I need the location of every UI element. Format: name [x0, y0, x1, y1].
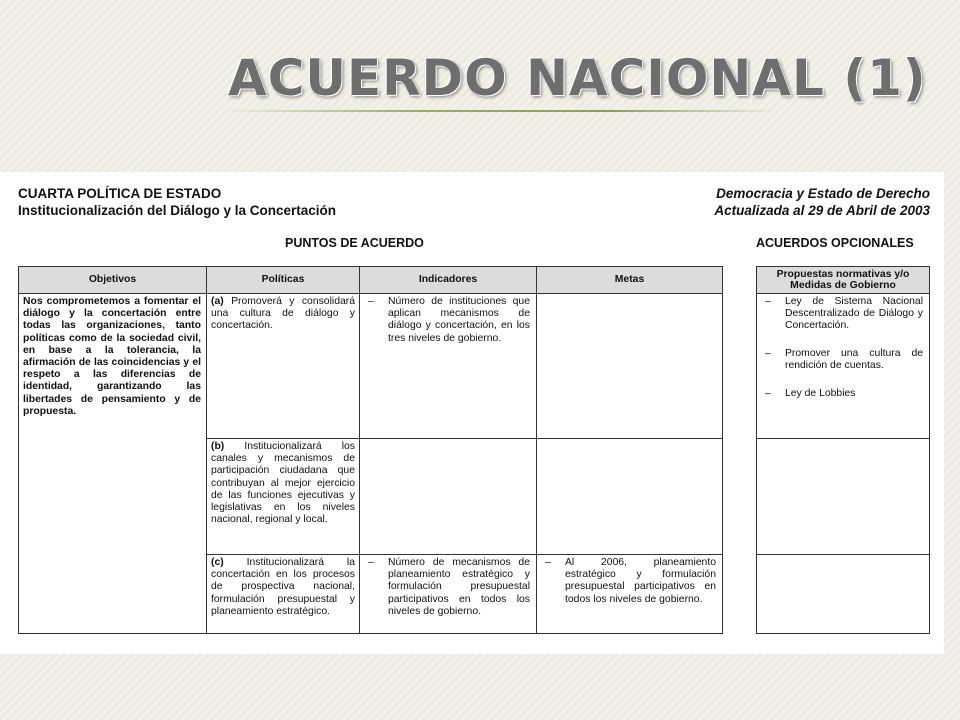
- politica-b-cell: [206, 438, 359, 554]
- document-image: [0, 172, 944, 654]
- indicador-a-cell: [359, 294, 536, 438]
- col-header-metas: Metas: [536, 267, 722, 294]
- policy-title: CUARTA POLÍTICA DE ESTADO: [18, 186, 222, 201]
- policy-header: [18, 185, 336, 219]
- opcionales-table: [756, 266, 930, 634]
- propuestas-cell-a: [757, 294, 929, 438]
- politica-a-cell: [206, 294, 359, 438]
- indicador-c-cell: [359, 554, 536, 633]
- slide-title: ACUERDO NACIONAL (1): [228, 49, 927, 107]
- col-header-indicadores: Indicadores: [359, 267, 536, 294]
- indicador-b-cell: [359, 438, 536, 554]
- area-date: Actualizada al 29 de Abril de 2003: [714, 203, 930, 218]
- objetivo-cell: Nos comprometemos a fomentar el diálogo y la concertación entre todas las organizaciones, tanto políticas como de la sociedad civil, en base a la tolerancia, la afirmación de las coincidencias y el respeto a las diferencias de identidad, garantizando las libertades de pensamiento y de propuesta.: [23, 296, 201, 417]
- indicador-a-text: Número de instituciones que aplican mecanismos de diálogo y concertación, en los tres niveles de gobierno.: [388, 296, 530, 344]
- propuesta-2-text: Promover una cultura de rendición de cuentas.: [785, 348, 923, 372]
- propuesta-3-text: Ley de Lobbies: [785, 388, 856, 399]
- indicador-c-text: Número de mecanismos de planeamiento estratégico y formulación presupuestal participativos en todos los niveles de gobierno.: [388, 557, 530, 617]
- propuestas-cell-c: [757, 554, 929, 633]
- meta-b-cell: [536, 438, 722, 554]
- politica-b-tag: (b): [211, 441, 225, 452]
- politica-b-text: Institucionalizará los canales y mecanismos de participación ciudadana que contribuyan al mejor ejercicio de las funciones ejecutivas y legislativas en los niveles nacional, regional y local.: [211, 441, 356, 526]
- area-title: Democracia y Estado de Derecho: [716, 186, 930, 201]
- propuestas-header: Propuestas normativas y/o Medidas de Gobierno: [757, 267, 929, 294]
- puntos-label: PUNTOS DE ACUERDO: [285, 236, 424, 250]
- meta-c-dash: –: [545, 557, 551, 568]
- indicador-c-dash: –: [368, 557, 374, 568]
- propuesta-1-dash: –: [765, 296, 771, 307]
- meta-c-text: Al 2006, planeamiento estratégico y formulación presupuestal participativos en todos los niveles de gobierno.: [565, 557, 716, 605]
- propuesta-2-dash: –: [765, 348, 771, 359]
- politica-a-text: Promoverá y consolidará una cultura de diálogo y concertación.: [211, 296, 355, 332]
- col-header-objetivos: Objetivos: [19, 267, 206, 294]
- title-underline: [220, 110, 780, 112]
- col-header-politicas: Políticas: [206, 267, 359, 294]
- politica-c-tag: (c): [211, 557, 224, 568]
- policy-subtitle: Institucionalización del Diálogo y la Concertación: [18, 203, 337, 218]
- indicador-a-dash: –: [368, 296, 374, 307]
- meta-c-cell: [536, 554, 722, 633]
- meta-a-cell: [536, 294, 722, 438]
- politica-c-cell: [206, 554, 359, 633]
- propuesta-3-dash: –: [765, 388, 771, 399]
- politica-a-tag: (a): [211, 296, 224, 307]
- propuesta-1-text: Ley de Sistema Nacional Descentralizado de Diálogo y Concertación.: [785, 296, 923, 332]
- politica-c-text: Institucionalizará la concertación en los procesos de prospectiva nacional, formulación presupuestal y planeamiento estratégico.: [211, 557, 355, 617]
- area-header: [714, 185, 930, 219]
- opcionales-label: ACUERDOS OPCIONALES: [756, 236, 914, 250]
- propuestas-cell-b: [757, 438, 929, 554]
- puntos-table: [18, 266, 723, 634]
